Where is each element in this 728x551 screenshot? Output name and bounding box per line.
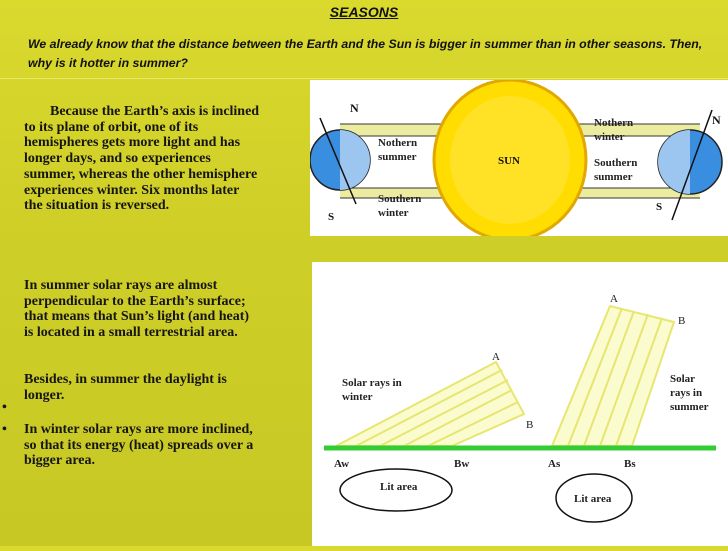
- right-s-label: S: [656, 201, 663, 213]
- winter-rays-label: winter: [342, 391, 373, 403]
- winter-bw-label: Bw: [454, 458, 470, 470]
- winter-b-label: B: [526, 419, 534, 431]
- left-n-label: N: [350, 101, 359, 115]
- left-bottom-label: Southern: [378, 193, 422, 205]
- axis-paragraph: Because the Earth’s axis is inclined to its plane of orbit, one of its hemispheres gets more light and has longer days, and so experiences summer, whereas the other hemisphere experiences winter. Six months later the situation is reversed.: [24, 104, 260, 214]
- summer-as-label: As: [548, 458, 561, 470]
- summer-rays-paragraph: In summer solar rays are almost perpendicular to the Earth’s surface; that means that Sun’s light (and heat) is located in a small terrestrial area.: [24, 278, 250, 341]
- sun-label: SUN: [498, 155, 521, 167]
- orbit-diagram: [310, 80, 728, 236]
- bullet-marker: •: [2, 400, 7, 415]
- intro-question: We already know that the distance between the Earth and the Sun is bigger in summer than in other seasons. Then, why is it hotter in summer?: [28, 37, 703, 70]
- winter-rays-label: Solar rays in: [342, 377, 402, 389]
- slide-title: SEASONS: [329, 4, 399, 20]
- left-top-label: Nothern: [378, 137, 418, 149]
- winter-a-label: A: [492, 351, 500, 363]
- right-n-label: N: [712, 113, 721, 127]
- winter-lit-label: Lit area: [380, 481, 418, 493]
- daylight-paragraph: Besides, in summer the daylight is longer.: [24, 372, 227, 403]
- summer-a-label: A: [610, 293, 618, 305]
- divider: [0, 78, 728, 79]
- right-bottom-label: Southern: [594, 157, 638, 169]
- summer-b-label: B: [678, 315, 686, 327]
- right-top-label: Nothern: [594, 117, 634, 129]
- left-top-label: summer: [378, 151, 417, 163]
- winter-rays-paragraph: In winter solar rays are more inclined, so that its energy (heat) spreads over a bigger area.: [24, 422, 254, 469]
- right-bottom-label: summer: [594, 171, 633, 183]
- summer-lit-label: Lit area: [574, 493, 612, 505]
- left-s-label: S: [328, 211, 335, 223]
- summer-rays-label: Solar: [670, 373, 696, 385]
- rays-diagram: [312, 262, 728, 546]
- bullet-marker: •: [2, 422, 7, 437]
- summer-rays-label: summer: [670, 401, 709, 413]
- winter-rays: [336, 362, 524, 446]
- right-top-label: winter: [594, 131, 625, 143]
- winter-aw-label: Aw: [334, 458, 350, 470]
- summer-rays-label: rays in: [670, 387, 703, 399]
- summer-rays: [552, 306, 674, 446]
- summer-bs-label: Bs: [624, 458, 636, 470]
- left-bottom-label: winter: [378, 207, 409, 219]
